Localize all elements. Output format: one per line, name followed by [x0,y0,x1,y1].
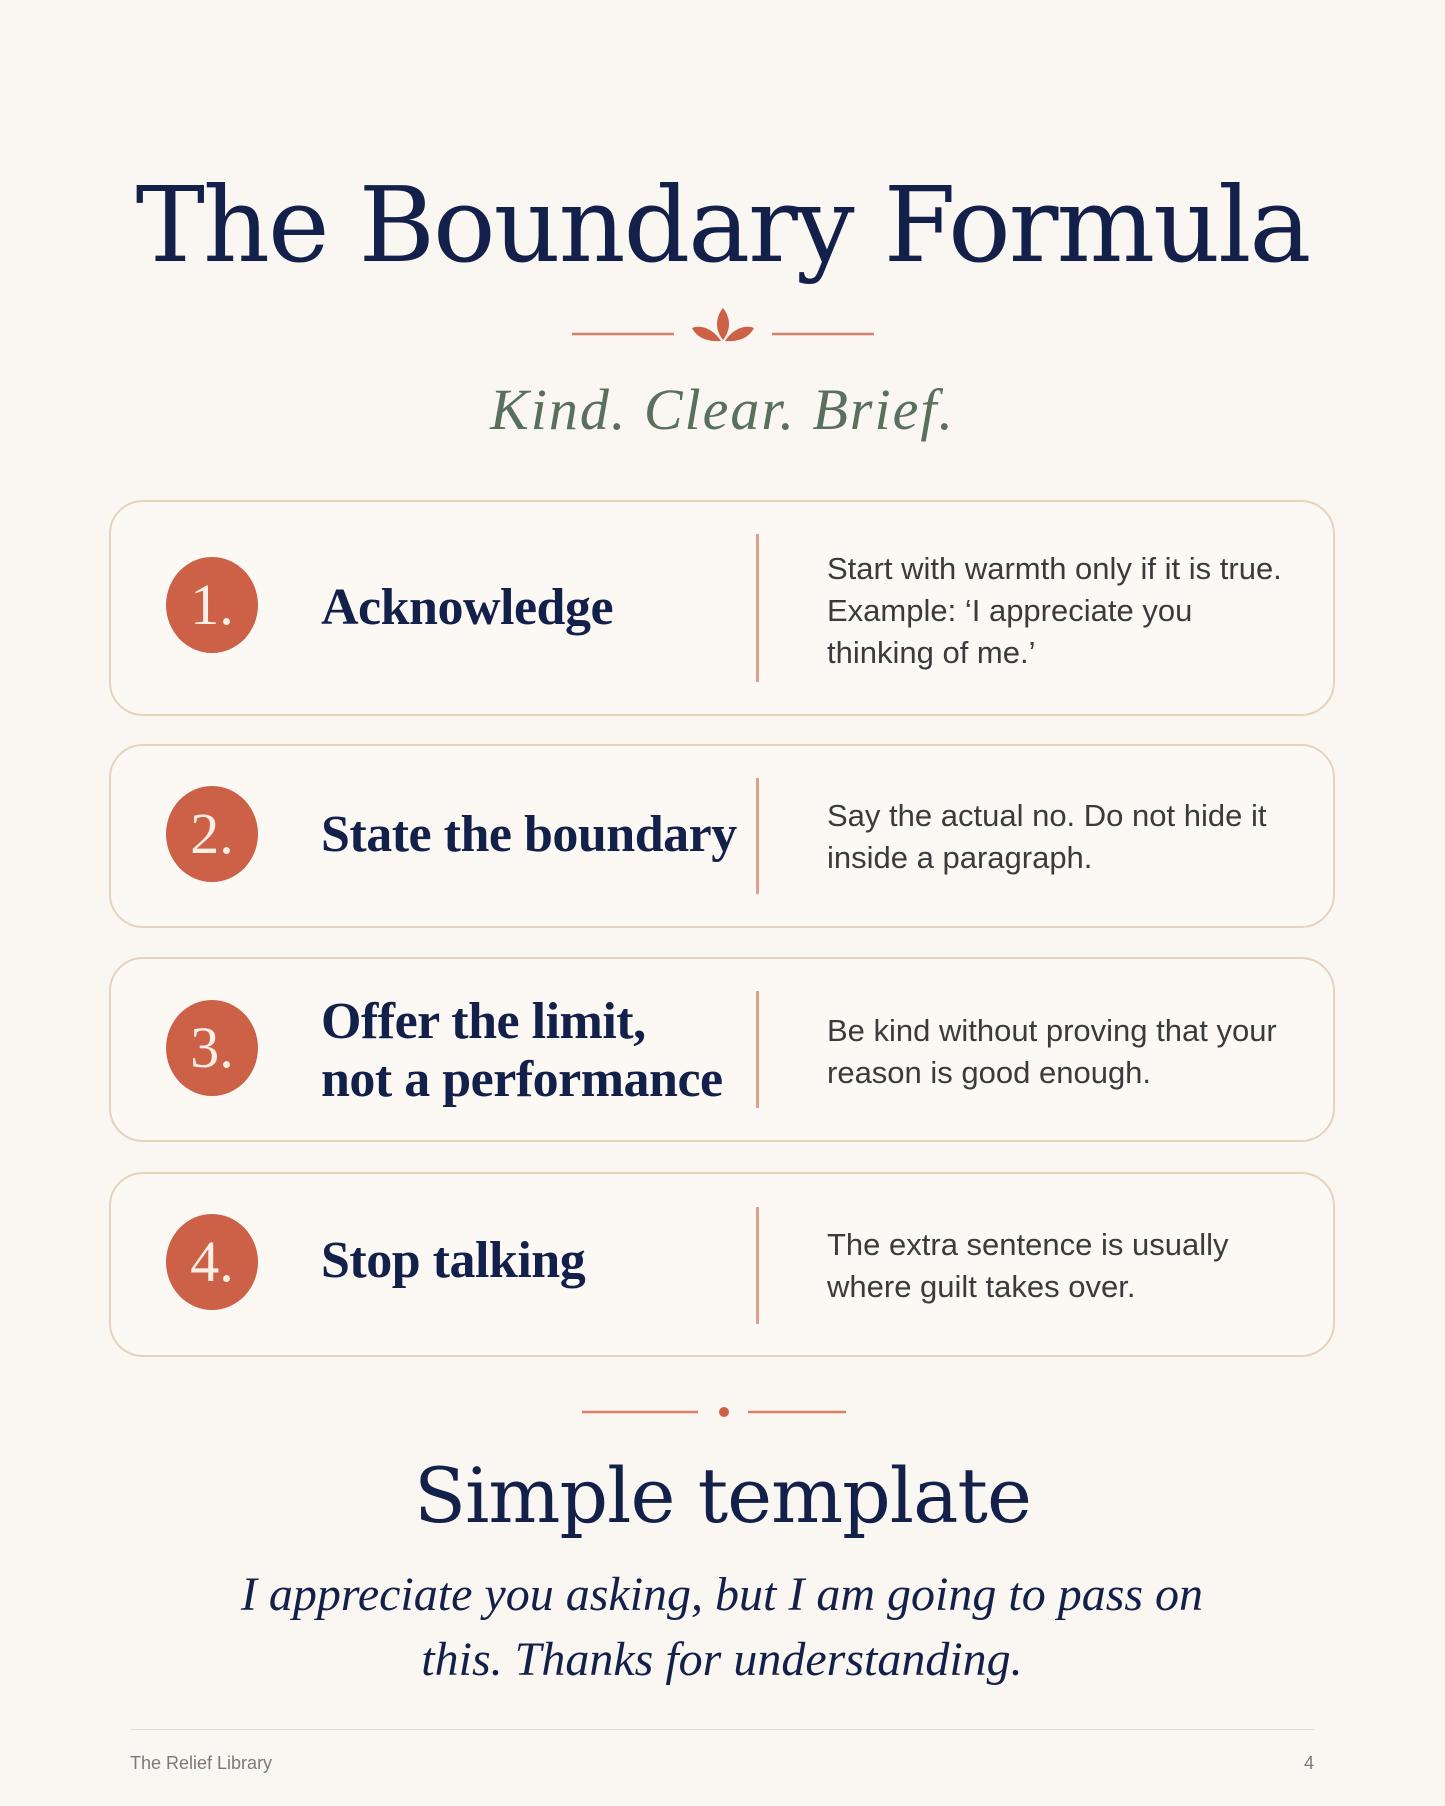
step-description: Be kind without proving that your reason is good enough. [827,1013,1277,1090]
step-title: State the boundary [321,806,737,863]
step-divider [756,991,759,1108]
step-description: Say the actual no. Do not hide it inside a paragraph. [827,798,1267,875]
step-number-badge: 1. [166,557,258,653]
step-card-2 [109,744,1335,928]
step-title: Acknowledge [321,579,614,636]
step-title-line: not a performance [321,1051,723,1108]
page-number: 4 [1303,1753,1314,1773]
dot-divider-icon [582,1402,846,1422]
step-number-badge: 3. [166,1000,258,1096]
step-divider [756,534,759,682]
step-title: Stop talking [321,1232,586,1289]
template-heading: Simple template [414,1451,1031,1540]
footer-divider [130,1729,1314,1730]
template-text: I appreciate you asking, but I am going to pass on this. Thanks for understanding. [240,1568,1204,1686]
page-title: The Boundary Formula [135,164,1310,286]
step-card-3 [109,957,1335,1142]
step-title-line: Offer the limit, [321,993,646,1050]
step-number-badge: 2. [166,786,258,882]
lotus-leaf-icon [572,300,874,344]
step-description: The extra sentence is usually where guilt takes over. [827,1227,1229,1304]
footer-brand: The Relief Library [130,1753,273,1773]
step-divider [756,1207,759,1324]
step-number-badge: 4. [166,1214,258,1310]
step-card-4 [109,1172,1335,1357]
step-title [321,993,723,1109]
page-subtitle: Kind. Clear. Brief. [490,377,955,442]
step-card-1 [109,500,1335,716]
step-description: Start with warmth only if it is true. Example: ‘I appreciate you thinking of me.’ [827,551,1282,670]
step-divider [756,778,759,894]
